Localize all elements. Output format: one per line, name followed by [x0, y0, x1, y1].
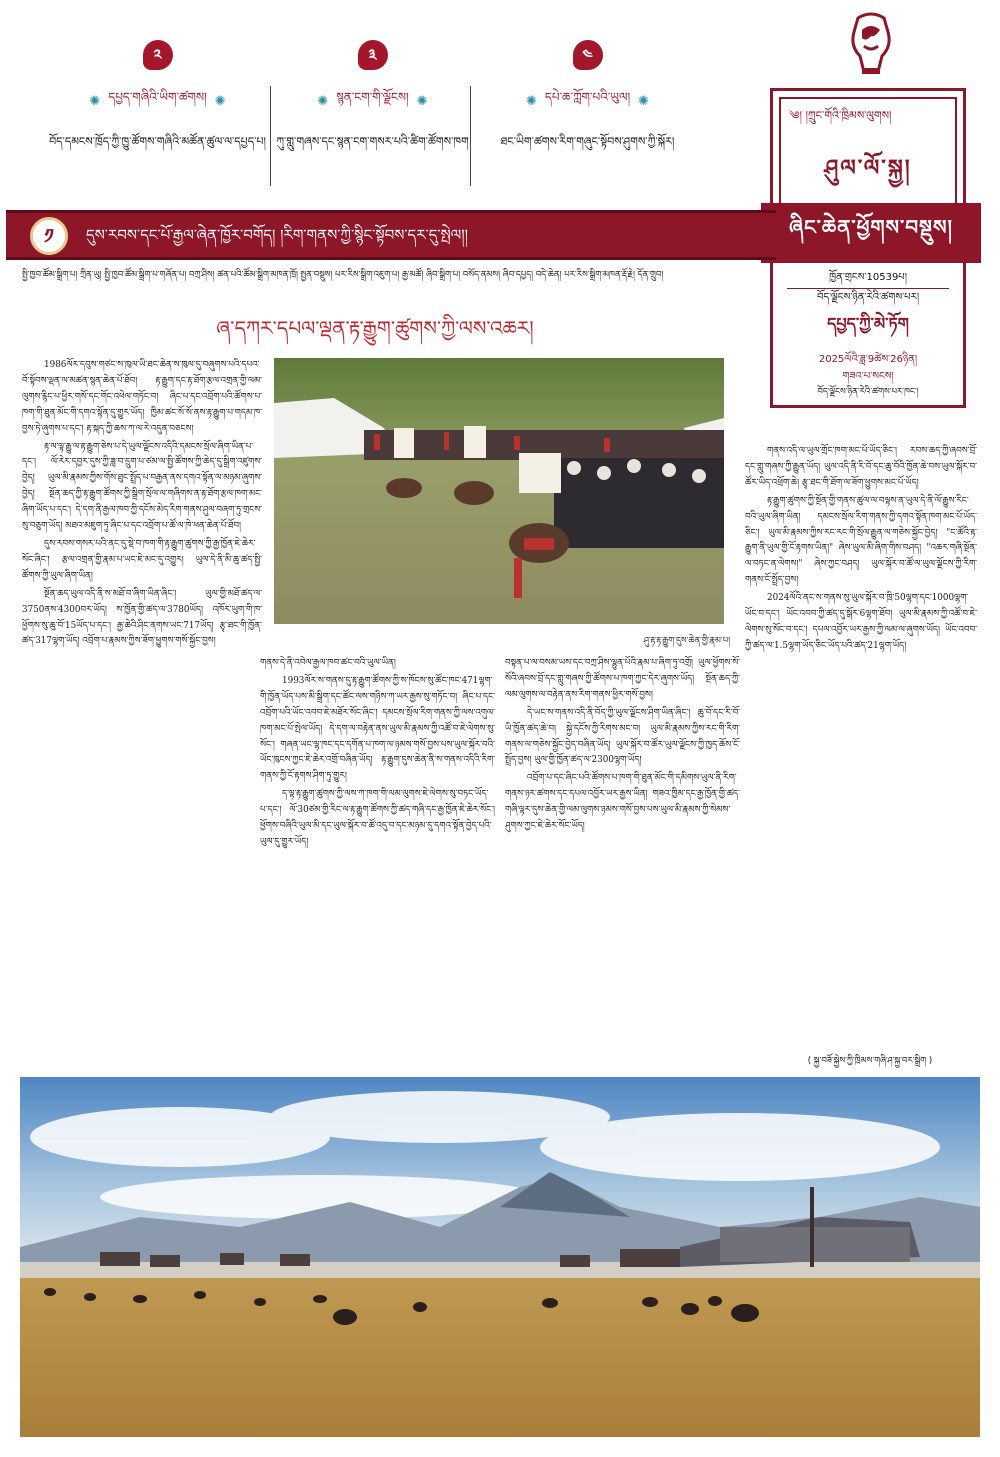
paragraph: འབྲོག་པ་དང་ཞིང་པའི་ཚོགས་པ་ཁག་གི་ཐུན་མོང་གི་དམིགས་ཡུལ་ནི་རིག་གནས་ཉར་ཚགས་དང་དཔལ་འབྱོར་ཡར་རྒྱས་ཡིན། གཟའ་ཁྱིམ་དང་རྒྱ་ཁྱོན་གྱི་ཚད་གཞི་ལྟར་དུས་ཆེན་གྱི་ལམ་ལུགས་ཉམས་གསོ་བྱས་པས་ཡུལ་མི་རྣམས་ཀྱི་སེམས་ཤུགས་ཀྱང་ཇེ་ཆེར་སོང་ཡོད།: [505, 773, 740, 832]
author-signature: ( སྐྱ་བཟོ་སྐྱེས་ཀྱི་ཁྲིམས་གཞི་ཤ་སྐྱ་བར་སྒྲིག ): [807, 1056, 933, 1066]
article-column-1: [22, 358, 262, 1060]
paragraph: བསྟན་པ་ལ་བསམ་ཡས་དང་བཀྲ་ཤིས་ལྷུན་པོའི་རྣམ་པ་ཞིག་ཏུ་འགྲོ། ཡུལ་ཕྱོགས་སོ་སོའི་ཞབས་བྲོ་དང་གླུ་གཞས་ཀྱི་ཚོགས་པ་ཁག་ཀྱང་དེར་ཞུགས་ཡོད། སྔོན་ཆད་ཀྱི་ལམ་ལུགས་ལ་བརྟེན་ནས་རིག་གནས་ཕྱིར་གསོ་བྱས།: [505, 658, 740, 700]
ornament-icon: ✺: [638, 93, 650, 109]
horse-race-photo: [274, 358, 724, 624]
article-headline[interactable]: ཞ་དཀར་དཔལ་ལྡན་རྟ་རྒྱུག་ཚུགས་ཀྱི་ལས་འཆར།: [216, 316, 534, 340]
feature-category: སྙན་ངག་གི་ལྗོངས།: [336, 90, 409, 104]
masthead-top-line: ༄། །ཀྲུང་གོའི་ཁྲིམས་ལུགས།: [789, 109, 892, 122]
feature-3[interactable]: [470, 40, 705, 152]
feature-badge: ༤: [573, 40, 603, 70]
weekday: གཟའ་པ་སངས།: [842, 371, 894, 382]
feature-badge: ༣: [358, 40, 388, 70]
feature-2[interactable]: [255, 40, 490, 152]
editorial-credits: སྤྱི་ཁྱབ་ཚོམ་སྒྲིག་པ། ཀྲིན་ཡུ། སྤྱི་ཁྱབ་ཚོམ་སྒྲིག་པ་གཞོན་པ། བཀྲ་ཤིས། ཚན་པའི་ཚོམ་སྒྲིག་མཁན་ཁྲོ། སྤྱན་བསྡུས། པར་རིས་སྒྲིག་འཇུག་པ། རྒྱ་མཚོ། ཞིབ་སྒྲིག་པ། བསོད་ནམས། ཞིབ་དཔྱད། བདེ་ཆེན། པར་རིས་སྒྲིག་མཁན་རྡོ་རྗེ། དོན་གྲུབ།: [22, 270, 664, 280]
photo-caption: ཤུ་རྟ་རྟ་རྒྱུག་དུས་ཆེན་གྱི་རྣམ་པ།: [643, 636, 730, 646]
ornament-icon: ✺: [525, 93, 537, 109]
paragraph: རྟ་རྒྱུག་ཚུགས་ཀྱི་སྔོན་གྱི་གནས་ཚུལ་ལ་བལྟས་ན་ཡུལ་དེ་ནི་ལོ་རྒྱུས་རིང་བའི་ཡུལ་ཞིག་ཡིན། དམངས་སྲོལ་རིག་གནས་ཀྱི་དགའ་སྟོན་ཁག་མང་པོ་ཡོད་ཅིང་། ཡུལ་མི་རྣམས་ཀྱིས་རང་རང་གི་སྲོལ་རྒྱུན་ལ་གཅེས་སྐྱོང་བྱེད། "ང་ཚོའི་རྟ་རྒྱུག་ནི་ཡུལ་གྱི་ངོ་རྟགས་ཡིན།" ཞེས་ཡུལ་མི་ཞིག་གིས་བཤད། "འཆར་གཞི་སྔོན་ལ་བཏང་ན་ལེགས།" ཞེས་ཀྱང་བཤད། ཡུལ་སྐོར་བ་ཚོ་ལ་ཡུལ་ལྗོངས་ཀྱི་རིག་གནས་ངོ་སྤྲོད་བྱས།: [745, 495, 977, 586]
paragraph: གནས་འདི་ལ་ཡུལ་གྲོང་ཁག་མང་པོ་ཡོད་ཅིང་། རབས་ཆད་ཀྱི་ཞབས་བྲོ་དང་གླུ་གཞས་ཀྱི་རྒྱུན་ཡོད། ཡུལ་འདི་ནི་རི་བོ་དང་ཆུ་བོའི་ཁྱོན་ཆེ་བས་ཡུལ་སྐོར་བ་ཚོར་ཡིད་འཕྲོག་ཆེ། རྩྭ་ཐང་གི་ཐོག་ལ་ཟོག་ཕྱུགས་མང་པོ་ཡོད།: [745, 446, 977, 488]
masthead-calligraphy: ཤུལ་ལོ་སྐྱ།: [824, 155, 912, 181]
issue-date: 2025ལོའི་ཟླ་9ཚེས་26ཉིན།: [818, 354, 918, 365]
article-column-4: [745, 444, 977, 1048]
paragraph: གནས་དེ་ནི་འབེལ་རྒྱལ་ཁབ་ཚང་བའི་ཡུལ་ཡིན།: [260, 658, 396, 668]
title-banner: [6, 210, 776, 260]
masthead: [770, 88, 966, 408]
section-name: དཔྱད་ཀྱི་མེ་ཏོག: [827, 314, 909, 333]
banner-text: དུས་རབས་དང་པོ་རྒྱལ་ཞེན་ཁྱོར་བགོད། །རིག་གནས་ཀྱི་སྙིང་སྟོབས་དར་དུ་སྤེལ།།: [86, 226, 468, 244]
publisher-line: བོད་ལྗོངས་ཉིན་རེའི་ཚགས་པར།: [787, 288, 949, 306]
paragraph: དུས་རབས་གསར་པའི་ནང་དུ་སྡེ་བ་ཁག་གི་རྟ་རྒྱུག་ཚུགས་ཀྱི་རྒྱ་ཁྱོན་ཇེ་ཆེར་སོང་ཞིང་། རྩལ་འགྲན་གྱི་རྣམ་པ་ཡང་ཇེ་མང་དུ་འགྱུར། ཡུལ་དེ་ནི་མི་ཆུ་ཚད་སྤྱི་ཚོགས་ཀྱི་ཡུལ་ཞིག་ཡིན།: [22, 538, 262, 581]
paragraph: 1993ལོར་ས་གནས་དུ་རྟ་རྒྱུག་ཚོགས་ཀྱི་ས་ཁོངས་སུ་ཚོང་ཁང་471ལྷག་གི་ཁྱོན་ཡོད་པས་མི་སྒྲིག་དང་ཚོང་ལས་གཉིས་ཀ་ཡར་རྒྱས་སུ་གཏོང་བ། ཞིང་པ་དང་འབྲོག་པའི་ཡོང་འབབ་ཇེ་མཐོར་སོང་ཞིང་། དམངས་སྲོལ་རིག་གནས་ཀྱི་ལས་འགུལ་ཁག་མང་པོ་སྤེལ་ཡོད། དེ་དག་ལ་བརྟེན་ནས་ཡུལ་མི་རྣམས་ཀྱི་འཚོ་བ་ཇེ་ལེགས་སུ་སོང་། གཞན་ཡང་ལྷ་ཁང་དང་དགོན་པ་ཁག་ལ་ཉམས་གསོ་བྱས་པས་ཡུལ་སྐོར་བའི་ཡོང་ཁུངས་ཀྱང་ཇེ་ཆེར་འགྲོ་བཞིན་ཡོད། རྟ་རྒྱུག་དུས་ཆེན་ནི་ས་གནས་འདིའི་རིག་གནས་ཀྱི་ངོ་རྟགས་ཤིག་ཏུ་གྱུར།: [260, 675, 495, 782]
paragraph: རྟ་ལ་ལྟ་རྒྱུ་ལ་རྟ་རྒྱུག་ཅེས་པ་དེ་ཡུལ་ལྗོངས་འདིའི་དམངས་སྲོལ་ཞིག་ཡིན་པ་དང་། ལོ་རེར་དབྱར་དུས་ཀྱི་ཟླ་བ་དྲུག་པ་ཙམ་ལ་སྤྱི་ཚོགས་ཀྱི་ཆེད་དུ་སྒྲིག་འཛུགས་བྱེད། ཡུལ་མི་རྣམས་ཀྱིས་གོས་ཐུང་སྤྲོད་པ་བརྒྱན་ནས་དགའ་སྟོན་ལ་མཉམ་ཞུགས་བྱེད། སྔོན་ཆད་ཀྱི་རྟ་རྒྱུག་ཚོགས་ཀྱི་སྒྲིག་སྲོལ་ལ་གཞིགས་ན་རྟ་ཐོག་རྩལ་ཁག་མང་ཞིག་ཡོད་པ་དང་། དེ་དག་ནི་རྒྱལ་ཁབ་ཀྱི་དངོས་མེད་རིག་གནས་ཤུལ་བཞག་ཏུ་གྲངས་སུ་བཅུག་ཡོད། མཐའ་མཇུག་ཏུ་ཞིང་པ་དང་འབྲོག་པ་ཚོ་ལ་ཁེ་ཕན་ཆེན་པོ་ཐོབ།: [22, 441, 262, 532]
ornament-icon: ✺: [89, 93, 101, 109]
feature-category: དཔྱད་གཞིའི་ཡིག་ཚགས།: [108, 90, 207, 104]
paragraph: སྔོན་ཆད་ཡུལ་འདི་ནི་ས་མཐོ་བ་ཞིག་ཡིན་ཞིང་། ཡུལ་གྱི་མཐོ་ཚད་ལ་3750ནས་4300བར་ཡོད། ས་ཁྱོན་གྱི་ཚད་ལ་3780ཡོད། འཁོར་ཡུག་གི་ཁ་ཕྱོགས་སུ་ཆུ་བོ་15ཡོད་པ་དང་། རྒྱ་ཆེའི་ཤིང་ནགས་ཡང་717ཡོད། རྩྭ་ཐང་གི་ཁྱོན་ཚད་317ལྷག་ཡོད། འབྲོག་པ་རྣམས་ཀྱིས་ཟོག་ཕྱུགས་གསོ་སྐྱོང་བྱས།: [22, 588, 262, 647]
feature-category: དཔེ་ཆ་ཀློག་པའི་ཡུལ།: [544, 90, 631, 104]
article-column-3: [505, 656, 740, 1060]
page-number-badge: ༡: [30, 217, 68, 255]
article-column-2: [260, 656, 495, 1060]
paragraph: དེ་ཡང་ས་གནས་འདི་ནི་བོད་ཀྱི་ཡུལ་ལྗོངས་ཤིག་ཡིན་ཞིང་། ཆུ་བོ་དང་རི་བོ་ཡི་ཁྱོན་ཚད་ཆེ་བ། སྐྱེ་དངོས་ཀྱི་རིགས་མང་བ། ཡུལ་མི་རྣམས་ཀྱིས་རང་གི་རིག་གནས་ལ་གཅེས་སྐྱོང་བྱེད་བཞིན་ཡོད། ཡུལ་སྐོར་བ་ཚོར་ཡུལ་ལྗོངས་ཀྱི་ཁྱད་ཆོས་ངོ་སྤྲོད་བྱས། ཡུལ་གྱི་ཁྱོན་ཚད་ལ་2300ལྷག་ཡོད།: [505, 707, 740, 766]
ornament-icon: ✺: [317, 93, 329, 109]
feature-title[interactable]: ཀུ་གླུ་གཞས་དང་སྙན་ངག་གསར་པའི་ཚིག་ཚོགས་ཁག: [276, 135, 469, 148]
ornament-icon: ✺: [214, 93, 226, 109]
newspaper-logo-icon: [848, 12, 894, 78]
paragraph: ད་ལྟ་རྟ་རྒྱུག་ཚུགས་ཀྱི་ལས་ཀ་ཁག་གི་ལམ་ལུགས་ཇེ་ལེགས་སུ་བཏང་ཡོད་པ་དང་། ལོ་30ཙམ་གྱི་རིང་ལ་རྟ་རྒྱུག་ཚོགས་ཀྱི་ཚད་གཞི་དང་རྒྱ་ཁྱོན་ཇེ་ཆེར་སོང་། ཕྱོགས་བཞིའི་ཡུལ་མི་དང་ཡུལ་སྐོར་བ་ཚོ་འདུ་བ་དང་མཉམ་དུ་དགའ་སྟོན་བྱེད་པའི་ཡུལ་དུ་གྱུར་ཡོད།: [260, 789, 495, 847]
feature-1[interactable]: [40, 40, 275, 152]
office-name: བོད་ལྗོངས་ཉིན་རེའི་ཚགས་པར་ཁང་།: [817, 387, 919, 397]
grassland-landscape-photo: [20, 1077, 980, 1437]
paragraph: 1986ལོར་དབུས་གཙང་ས་ཁུལ་ཡི་ཐང་ཆེན་ས་ཁུལ་དུ་བཞུགས་པའི་དཔའ་བོ་སྟོབས་ལྡན་ལ་མཚན་སྙན་ཆེན་པོ་ཐོབ། རྟ་རྒྱུག་དང་རྟ་ཐོག་རྩལ་འགྲན་གྱི་ལམ་ལུགས་རྙིང་པ་ཕྱིར་གསོ་དང་གོང་འཕེལ་གཏོང་བ། ཞིང་པ་དང་འབྲོག་པའི་ཚོགས་པ་ཁག་གི་ཐུན་མོང་གི་དགའ་སྟོན་དུ་གྱུར་ཡོད། ཁྱིམ་ཚང་སོ་སོ་ནས་རྟ་རྒྱུག་པ་གདམ་ཁ་བྱས་ཏེ་ཞུགས་པ་དང་། རྟ་སྐད་ཀྱི་ཆས་ཀ་ལ་རེ་འདུན་བཅངས།: [22, 360, 262, 434]
masthead-title: ཞིང་ཆེན་ཕྱོགས་བསྡུས།: [761, 203, 981, 263]
issue-number: ཁྱོན་གྲངས་10539པ།: [829, 272, 907, 283]
feature-title[interactable]: ཐང་ཡིག་ཚགས་རིག་གཞུང་སྟོབས་ཤུགས་ཀྱི་སྐོར།: [500, 135, 675, 148]
feature-title[interactable]: བོད་དམངས་ཁྲོད་ཀྱི་ཁྱུ་ཚོགས་གཞིའི་མཚོན་ཚུལ་ལ་དཔྱད་པ།: [49, 135, 266, 148]
ornament-icon: ✺: [416, 93, 428, 109]
feature-badge: ༢: [143, 40, 173, 70]
paragraph: 2024ལོའི་ནང་ས་གནས་སུ་ཡུལ་སྐོར་བ་ཁྲི་50ལྷག་དང་1000ལྷག་ཡོང་བ་དང་། ཡོང་འབབ་ཀྱི་ཚད་དུ་སྒོར་6ལྷག་ཐོབ། ཡུལ་མི་རྣམས་ཀྱི་འཚོ་བ་ཇེ་ལེགས་སུ་སོང་བ་དང་། དཔལ་འབྱོར་ཡར་རྒྱས་ཀྱི་ལམ་ལ་ཞུགས་ཡོད། ཡོང་འབབ་ཀྱི་ཚད་ལ་1.5ལྷག་ཡོད་ཅིང་ཡོད་པའི་ཚད་21ལྷག་ཡོད།: [745, 593, 977, 651]
